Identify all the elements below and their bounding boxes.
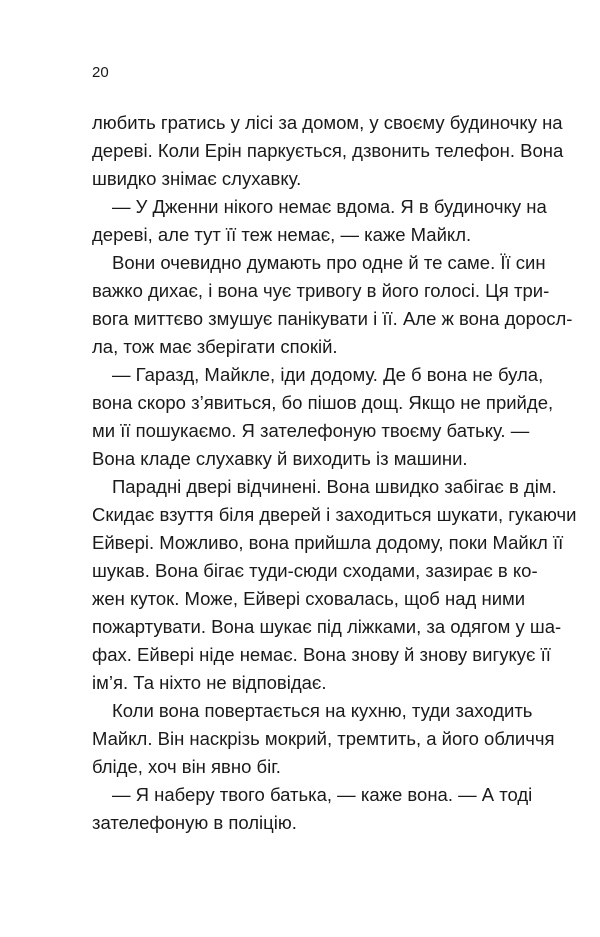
- text-line: — У Дженни нікого немає вдома. Я в будиночку на: [112, 196, 547, 217]
- text-line: пожартувати. Вона шукає під ліжками, за одягом у ша-: [92, 616, 562, 637]
- text-line: — Гаразд, Майкле, іди додому. Де б вона не була,: [112, 364, 544, 385]
- text-line: Вона кладе слухавку й виходить із машини.: [92, 448, 468, 469]
- text-line: фах. Ейвері ніде немає. Вона знову й знову вигукує її: [92, 644, 551, 665]
- text-line: важко дихає, і вона чує тривогу в його голосі. Ця три-: [92, 280, 550, 301]
- text-line: ім’я. Та ніхто не відповідає.: [92, 672, 327, 693]
- text-line: шукав. Вона бігає туди-сюди сходами, зазирає в ко-: [92, 560, 538, 581]
- text-line: ла, тож має зберігати спокій.: [92, 336, 338, 357]
- text-line: бліде, хоч він явно біг.: [92, 756, 281, 777]
- text-line: Вони очевидно думають про одне й те саме. Її син: [112, 252, 546, 273]
- text-line: — Я наберу твого батька, — каже вона. — А тоді: [112, 784, 533, 805]
- text-line: вога миттєво змушує панікувати і її. Але ж вона доросл-: [92, 308, 573, 329]
- text-line: любить гратись у лісі за домом, у своєму будиночку на: [92, 112, 563, 133]
- text-line: вона скоро з’явиться, бо пішов дощ. Якщо не прийде,: [92, 392, 554, 413]
- text-line: дереві. Коли Ерін паркується, дзвонить телефон. Вона: [92, 140, 564, 161]
- text-line: швидко знімає слухавку.: [92, 168, 302, 189]
- text-line: Майкл. Він наскрізь мокрий, тремтить, а його обличчя: [92, 728, 555, 749]
- text-line: Парадні двері відчинені. Вона швидко забігає в дім.: [112, 476, 557, 497]
- text-line: ми її пошукаємо. Я зателефоную твоєму батьку. —: [92, 420, 530, 441]
- text-line: Ейвері. Можливо, вона прийшла додому, поки Майкл її: [92, 532, 564, 553]
- page-number: 20: [92, 64, 109, 81]
- text-line: зателефоную в поліцію.: [92, 812, 297, 833]
- text-line: дереві, але тут її теж немає, — каже Майкл.: [92, 224, 472, 245]
- text-line: жен куток. Може, Ейвері сховалась, щоб над ними: [92, 588, 526, 609]
- text-line: Коли вона повертається на кухню, туди заходить: [112, 700, 533, 721]
- text-line: Скидає взуття біля дверей і заходиться шукати, гукаючи: [92, 504, 577, 525]
